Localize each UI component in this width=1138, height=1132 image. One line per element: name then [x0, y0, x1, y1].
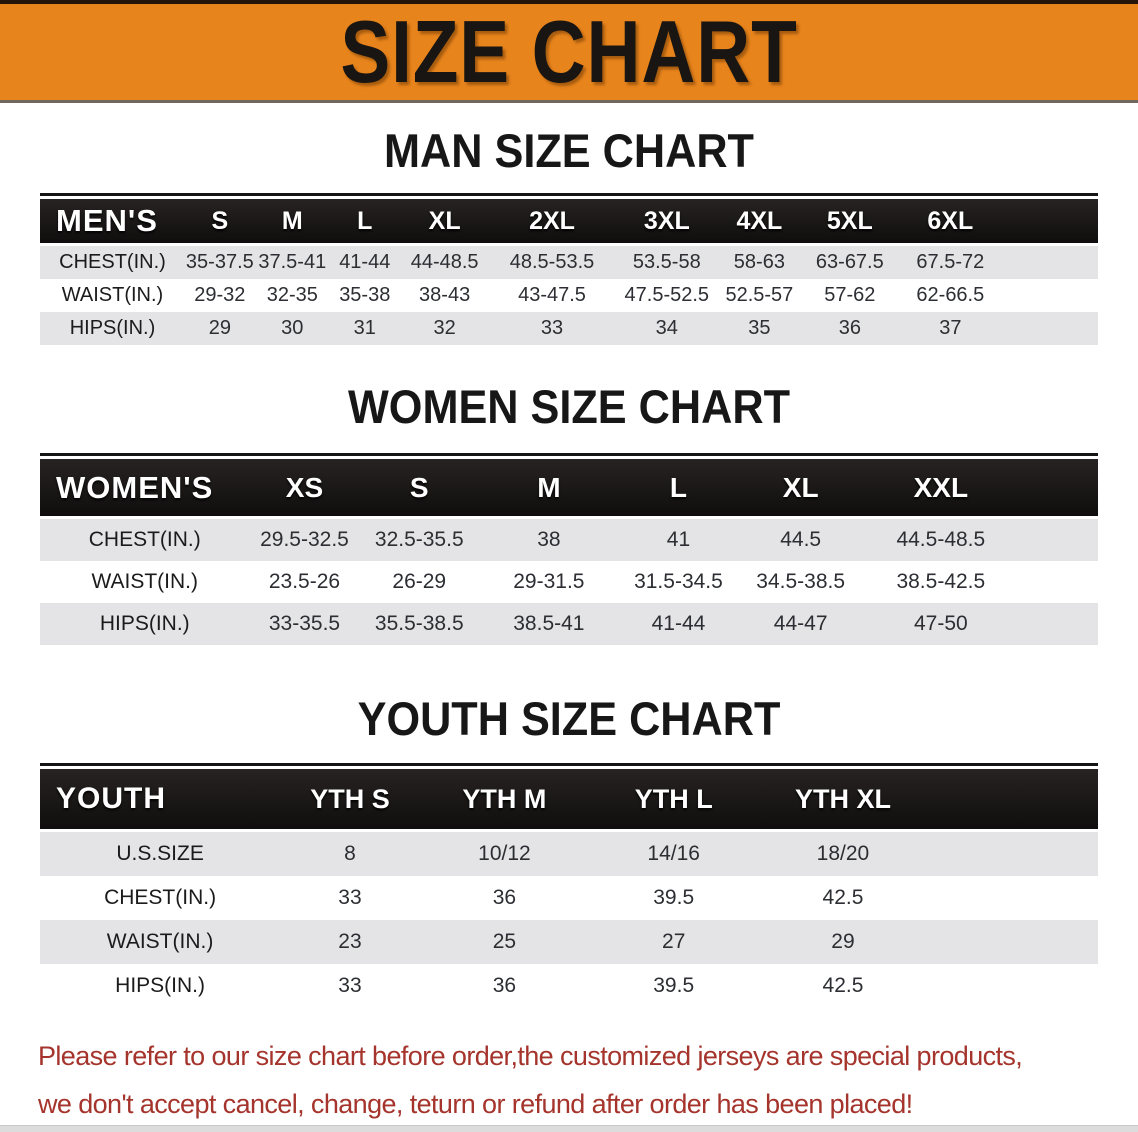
measurement-value: 35-37.5: [185, 251, 254, 273]
measurement-label: WAIST(IN.): [91, 570, 198, 593]
measurement-value: 18/20: [816, 842, 870, 865]
measurement-value: 44-48.5: [410, 251, 479, 273]
measurement-value: 52.5-57: [725, 284, 794, 306]
measurement-value: 29: [831, 930, 855, 953]
size-column-header: M: [479, 459, 619, 519]
size-column-header: 6XL: [900, 199, 1001, 246]
measurement-label: U.S.SIZE: [116, 842, 204, 865]
measurement-value: 39.5: [653, 974, 695, 997]
spacer-cell: [1001, 199, 1098, 246]
measurement-value: 42.5: [822, 974, 864, 997]
measurement-value: 38: [537, 528, 561, 551]
measurement-row: [40, 964, 1098, 1008]
measurement-value: 27: [662, 930, 686, 953]
size-column-header: XXL: [863, 459, 1019, 519]
spacer-cell: [928, 920, 1098, 964]
measurement-label: CHEST(IN.): [104, 886, 217, 909]
measurement-label: HIPS(IN.): [115, 974, 205, 997]
measurement-row: [40, 876, 1098, 920]
measurement-value: 33: [540, 317, 564, 339]
measurement-value: 23.5-26: [268, 570, 341, 593]
measurement-value: 48.5-53.5: [509, 251, 595, 273]
measurement-value: 38.5-42.5: [896, 570, 986, 593]
measurement-value: 39.5: [653, 886, 695, 909]
size-column-header: YTH XL: [758, 769, 927, 832]
measurement-value: 23: [338, 930, 362, 953]
section-youth: [0, 693, 1138, 1008]
measurement-value: 47-50: [913, 612, 968, 635]
size-column-header: M: [255, 199, 330, 246]
corner-label: YOUTH: [40, 769, 280, 832]
size-column-header: XL: [738, 459, 863, 519]
measurement-value: 32: [433, 317, 456, 339]
youth-section-heading: YOUTH SIZE CHART: [357, 692, 781, 745]
charts: [0, 125, 1138, 1008]
notice-line-1: Please refer to our size chart before order,the customized jerseys are special products,: [38, 1041, 1023, 1071]
measurement-label: WAIST(IN.): [106, 930, 214, 953]
section-women: [0, 381, 1138, 645]
size-column-header: L: [330, 199, 400, 246]
measurement-value: 37.5-41: [258, 251, 327, 273]
size-column-header: YTH S: [280, 769, 420, 832]
order-notice: [38, 1032, 1100, 1128]
measurement-value: 31.5-34.5: [634, 570, 723, 593]
banner: [0, 0, 1138, 103]
measurement-value: 43-47.5: [518, 284, 586, 306]
size-header-row: [40, 459, 1098, 519]
spacer-cell: [1001, 279, 1098, 312]
size-column-header: 2XL: [490, 199, 615, 246]
measurement-label: WAIST(IN.): [61, 284, 164, 306]
measurement-value: 29: [208, 317, 231, 339]
measurement-value: 25: [492, 930, 517, 953]
spacer-cell: [928, 964, 1098, 1008]
measurement-value: 32-35: [266, 284, 318, 306]
measurement-value: 36: [492, 886, 517, 909]
spacer-cell: [1019, 519, 1098, 561]
notice-line-2: we don't accept cancel, change, teturn or refund after order has been placed!: [38, 1089, 913, 1119]
measurement-value: 44.5-48.5: [896, 528, 986, 551]
measurement-value: 29-31.5: [513, 570, 585, 593]
measurement-value: 14/16: [647, 842, 700, 865]
youth-size-table: [40, 769, 1098, 1008]
spacer-cell: [1019, 603, 1098, 645]
measurement-label: HIPS(IN.): [69, 317, 156, 339]
size-column-header: 5XL: [800, 199, 901, 246]
measurement-value: 10/12: [478, 842, 531, 865]
size-column-header: 3XL: [614, 199, 719, 246]
spacer-cell: [928, 876, 1098, 920]
size-column-header: YTH M: [420, 769, 589, 832]
size-column-header: S: [185, 199, 255, 246]
measurement-value: 29.5-32.5: [260, 528, 349, 551]
measurement-value: 38-43: [419, 284, 471, 306]
spacer-cell: [1019, 459, 1098, 519]
measurement-row: [40, 561, 1098, 603]
size-column-header: YTH L: [589, 769, 758, 832]
measurement-value: 58-63: [733, 251, 785, 273]
women-size-table: [40, 459, 1098, 645]
measurement-value: 30: [281, 317, 304, 339]
spacer-cell: [928, 832, 1098, 876]
measurement-label: CHEST(IN.): [59, 251, 166, 273]
measurement-value: 34: [655, 317, 678, 339]
measurement-value: 33: [338, 886, 362, 909]
measurement-row: [40, 920, 1098, 964]
measurement-value: 34.5-38.5: [756, 570, 846, 593]
page-title: SIZE CHART: [340, 2, 798, 101]
measurement-value: 62-66.5: [916, 284, 985, 306]
measurement-value: 29-32: [194, 284, 246, 306]
section-men: [0, 125, 1138, 345]
measurement-value: 37: [939, 317, 962, 339]
measurement-value: 67.5-72: [916, 251, 985, 273]
measurement-row: [40, 832, 1098, 876]
corner-label: MEN'S: [40, 199, 185, 246]
measurement-value: 31: [353, 317, 376, 339]
men-size-table: [40, 199, 1098, 345]
measurement-value: 63-67.5: [815, 251, 884, 273]
measurement-row: [40, 312, 1098, 345]
size-column-header: XL: [400, 199, 490, 246]
measurement-value: 33-35.5: [268, 612, 341, 635]
size-column-header: L: [619, 459, 739, 519]
measurement-value: 36: [838, 317, 861, 339]
women-table-wrap: [40, 453, 1098, 645]
measurement-value: 26-29: [392, 570, 447, 593]
measurement-row: [40, 246, 1098, 279]
measurement-value: 42.5: [822, 886, 864, 909]
spacer-cell: [1019, 561, 1098, 603]
measurement-label: CHEST(IN.): [88, 528, 201, 551]
size-column-header: 4XL: [719, 199, 799, 246]
measurement-value: 41-44: [651, 612, 706, 635]
spacer-cell: [1001, 312, 1098, 345]
size-header-row: [40, 769, 1098, 832]
youth-table-wrap: [40, 763, 1098, 1008]
measurement-value: 33: [338, 974, 362, 997]
measurement-value: 32.5-35.5: [374, 528, 464, 551]
measurement-row: [40, 279, 1098, 312]
men-section-heading: MAN SIZE CHART: [384, 124, 754, 177]
corner-label: WOMEN'S: [40, 459, 249, 519]
measurement-value: 44.5: [780, 528, 822, 551]
measurement-value: 36: [492, 974, 517, 997]
men-table-wrap: [40, 193, 1098, 345]
measurement-value: 35.5-38.5: [374, 612, 464, 635]
measurement-value: 8: [344, 842, 356, 865]
size-header-row: [40, 199, 1098, 246]
measurement-value: 35: [748, 317, 771, 339]
women-section-heading: WOMEN SIZE CHART: [347, 380, 790, 433]
spacer-cell: [928, 769, 1098, 832]
measurement-value: 41: [666, 528, 691, 551]
measurement-value: 41-44: [339, 251, 391, 273]
measurement-row: [40, 603, 1098, 645]
measurement-value: 38.5-41: [513, 612, 585, 635]
measurement-label: HIPS(IN.): [99, 612, 190, 635]
spacer-cell: [1001, 246, 1098, 279]
measurement-value: 53.5-58: [632, 251, 701, 273]
measurement-value: 44-47: [773, 612, 828, 635]
measurement-value: 57-62: [824, 284, 876, 306]
measurement-row: [40, 519, 1098, 561]
size-column-header: S: [360, 459, 480, 519]
size-column-header: XS: [249, 459, 359, 519]
bottom-strip: [0, 1125, 1138, 1132]
measurement-value: 35-38: [339, 284, 391, 306]
measurement-value: 47.5-52.5: [624, 284, 710, 306]
